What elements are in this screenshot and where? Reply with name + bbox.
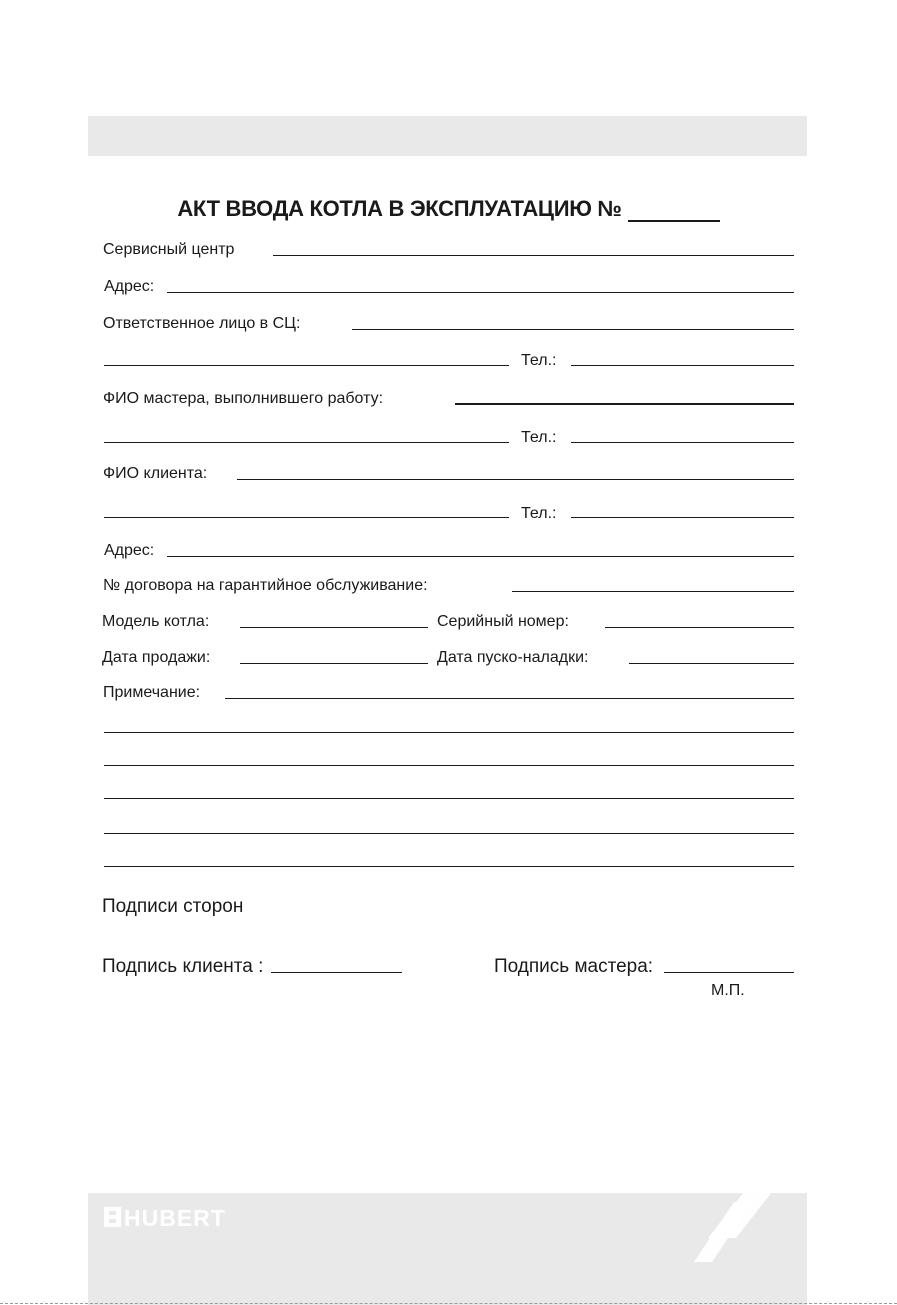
note-line[interactable]: [104, 732, 794, 733]
client-phone-field[interactable]: [571, 517, 794, 518]
startup-date-label: Дата пуско-наладки:: [437, 649, 589, 666]
master-name-field[interactable]: [455, 403, 794, 405]
boiler-model-label: Модель котла:: [102, 613, 210, 630]
responsible-label: Ответственное лицо в СЦ:: [103, 315, 301, 332]
address-field[interactable]: [167, 292, 794, 293]
serial-number-field[interactable]: [605, 627, 794, 628]
brand-logo: [104, 1204, 266, 1230]
phone-label: Тел.:: [521, 352, 557, 369]
sale-date-label: Дата продажи:: [102, 649, 211, 666]
note-line[interactable]: [104, 765, 794, 766]
client-signature-label: Подпись клиента :: [102, 956, 264, 977]
client-signature-field[interactable]: [271, 972, 402, 973]
client-name-label: ФИО клиента:: [103, 465, 208, 482]
note-label: Примечание:: [103, 684, 201, 701]
client-name-field[interactable]: [237, 479, 794, 480]
note-line[interactable]: [104, 833, 794, 834]
service-center-field[interactable]: [273, 255, 794, 256]
document-title-text: АКТ ВВОДА КОТЛА В ЭКСПЛУАТАЦИЮ №: [177, 196, 622, 221]
startup-date-field[interactable]: [629, 663, 794, 664]
responsible-continuation-field[interactable]: [104, 365, 509, 366]
note-field[interactable]: [225, 698, 794, 699]
responsible-phone-field[interactable]: [571, 365, 794, 366]
service-center-label: Сервисный центр: [103, 241, 235, 258]
signatures-section-title: Подписи сторон: [102, 896, 244, 917]
boiler-model-field[interactable]: [240, 627, 428, 628]
client-continuation-field[interactable]: [104, 517, 509, 518]
stamp-label: М.П.: [711, 982, 745, 999]
client-address-label: Адрес:: [104, 542, 155, 559]
brand-logo-text: HUBERT: [124, 1205, 226, 1230]
note-line[interactable]: [104, 798, 794, 799]
address-label: Адрес:: [104, 278, 155, 295]
serial-number-label: Серийный номер:: [437, 613, 569, 630]
master-name-label: ФИО мастера, выполнившего работу:: [103, 390, 384, 407]
master-signature-field[interactable]: [664, 972, 794, 973]
brand-slash-mark: [694, 1174, 790, 1264]
contract-number-label: № договора на гарантийное обслуживание:: [103, 577, 428, 594]
contract-number-field[interactable]: [512, 591, 794, 592]
responsible-field[interactable]: [352, 329, 794, 330]
act-number-field[interactable]: [628, 200, 720, 222]
page-cut-line: [0, 1303, 897, 1304]
phone-label: Тел.:: [521, 505, 557, 522]
document-title: [0, 196, 897, 222]
master-signature-label: Подпись мастера:: [494, 956, 654, 977]
sale-date-field[interactable]: [240, 663, 428, 664]
header-band: [88, 116, 807, 156]
master-continuation-field[interactable]: [104, 442, 509, 443]
client-address-field[interactable]: [167, 556, 794, 557]
phone-label: Тел.:: [521, 429, 557, 446]
master-phone-field[interactable]: [571, 442, 794, 443]
note-line[interactable]: [104, 866, 794, 867]
